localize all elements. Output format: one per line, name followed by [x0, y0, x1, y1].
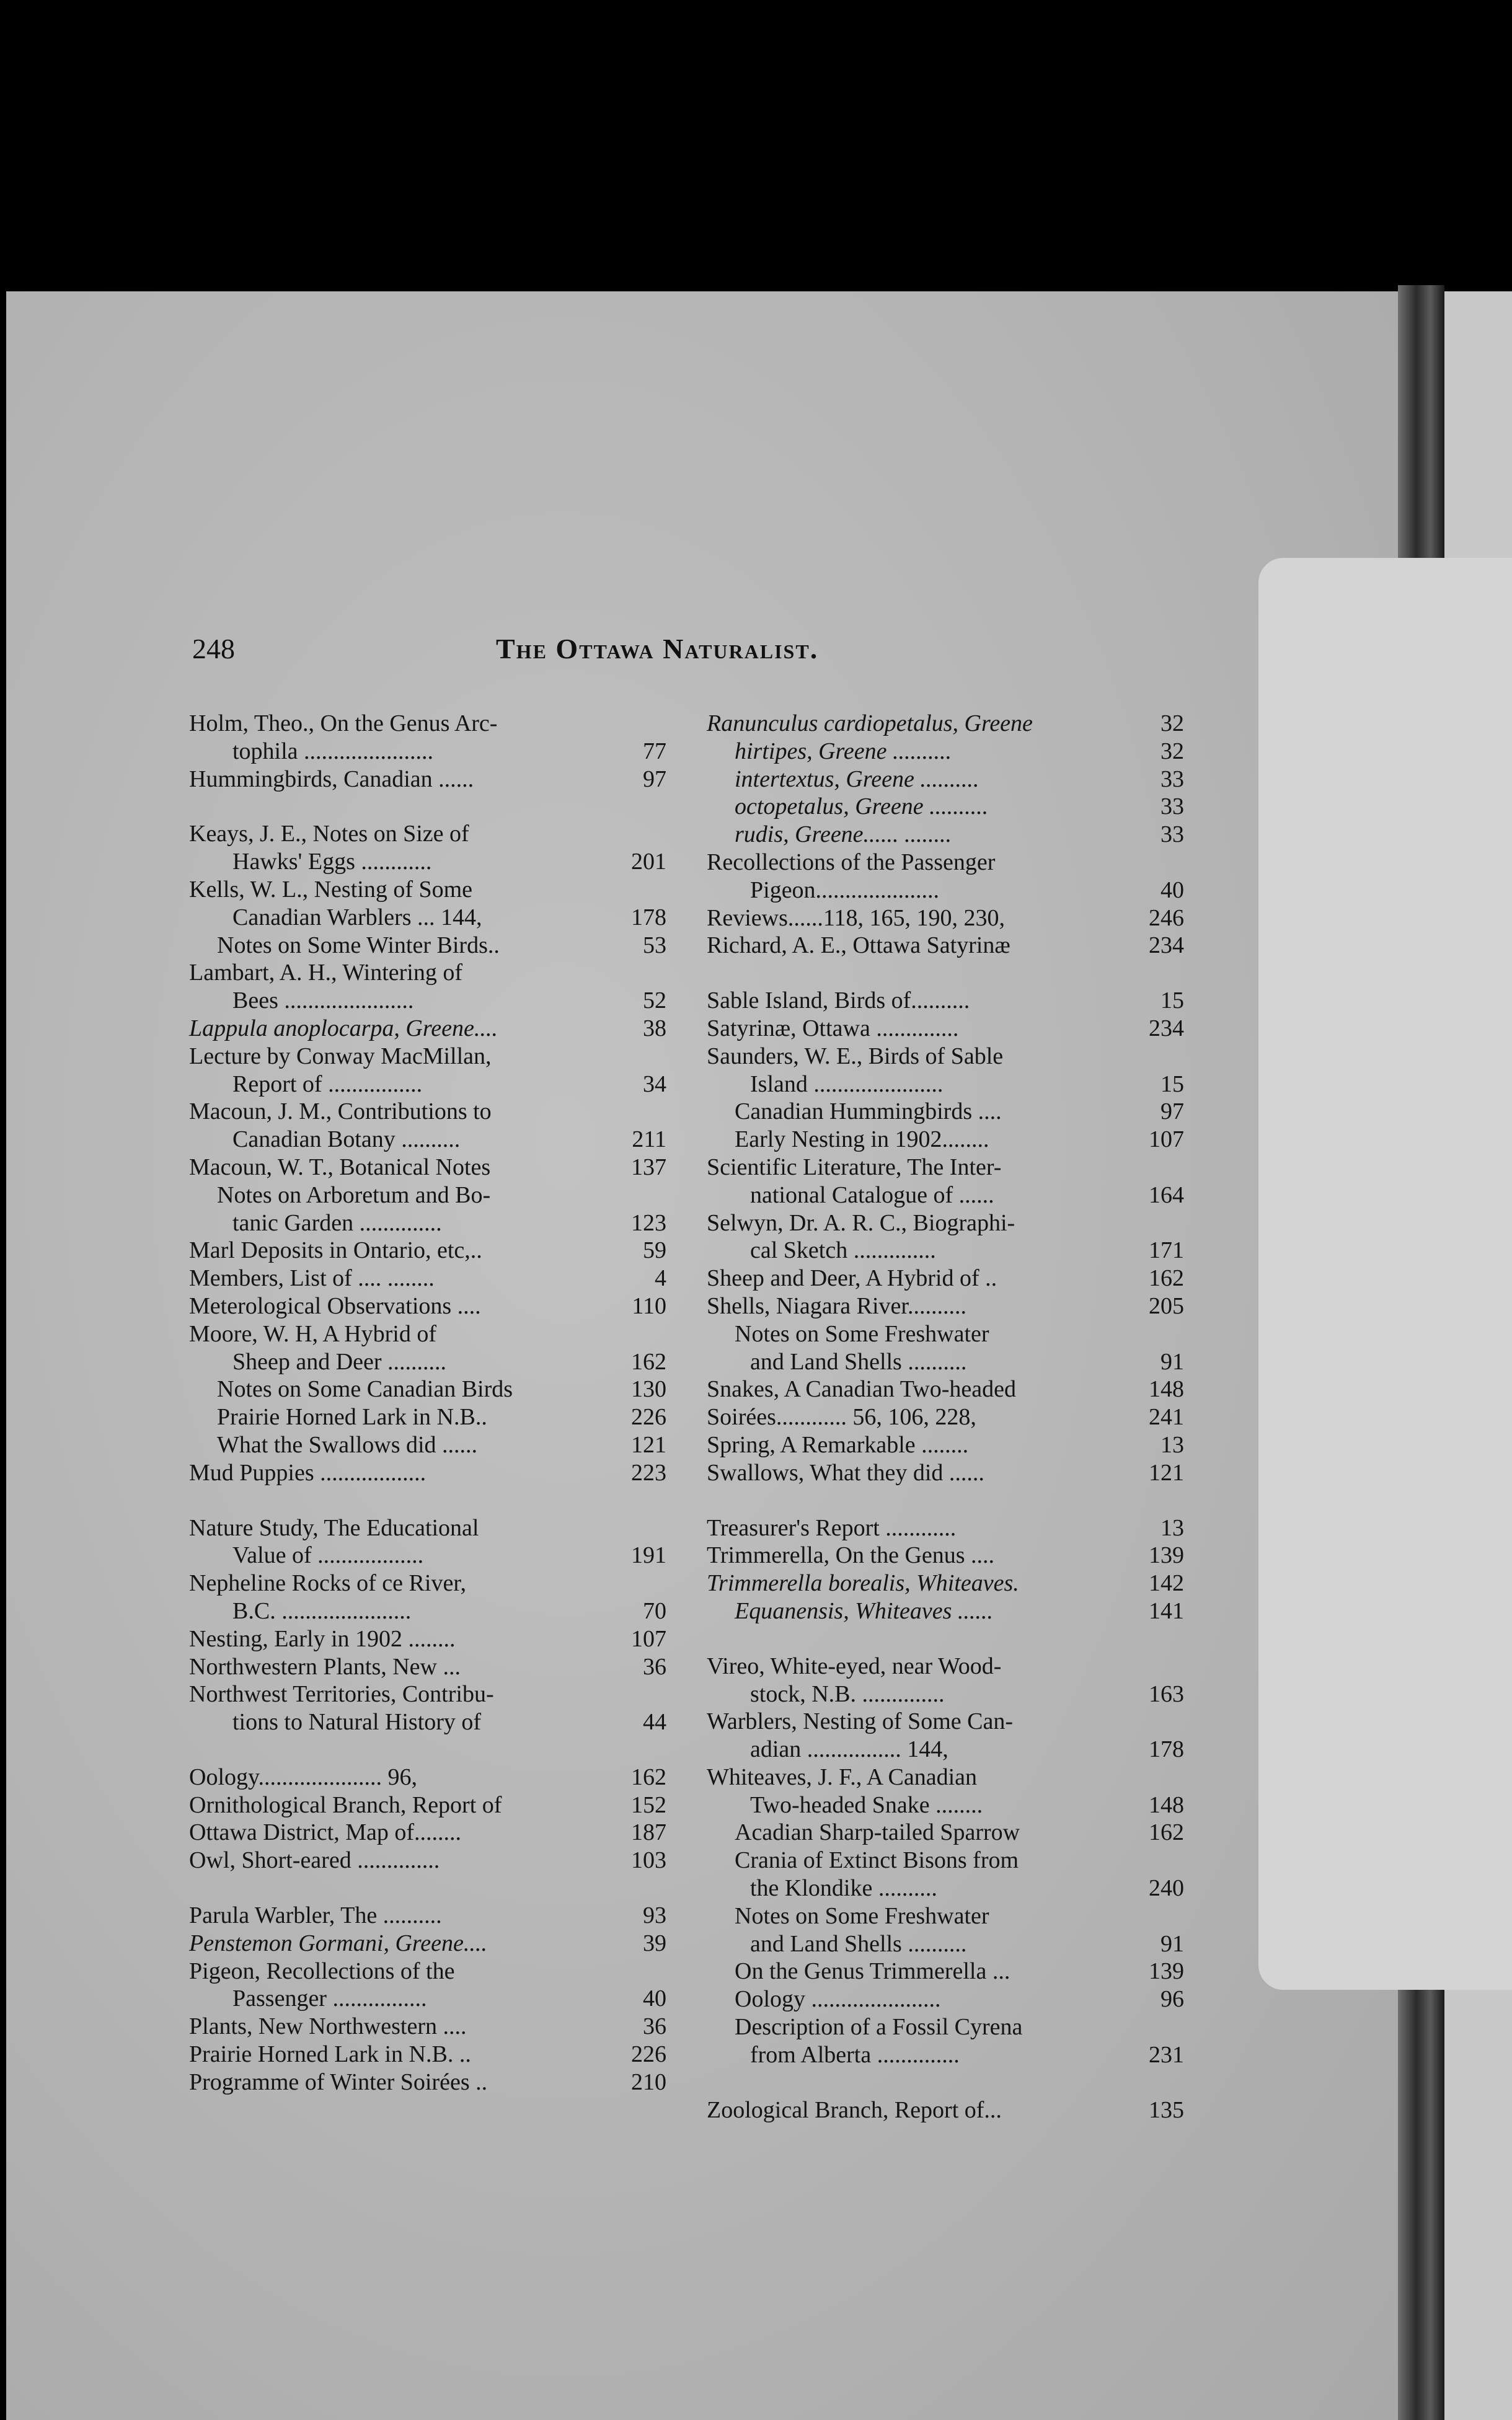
index-entry — [189, 876, 666, 904]
index-entry — [707, 1043, 1184, 1071]
index-entry-page: 93 — [643, 1902, 666, 1929]
index-entry-page: 231 — [1149, 2041, 1184, 2068]
index-entry — [707, 821, 1184, 849]
index-entry-text: Notes on Some Canadian Birds — [217, 1376, 513, 1403]
index-entry — [189, 1764, 666, 1791]
index-entry-page: 178 — [631, 904, 666, 930]
index-entry-text: Members, List of .... ........ — [189, 1265, 435, 1292]
index-entry-page: 226 — [631, 2041, 666, 2068]
index-entry — [707, 1237, 1184, 1265]
index-entry-text: Canadian Hummingbirds .... — [735, 1098, 1002, 1125]
index-entry-text: Trimmerella, On the Genus .... — [707, 1542, 995, 1569]
index-entry — [707, 1764, 1184, 1791]
index-entry-page: 241 — [1149, 1404, 1184, 1431]
index-entry — [707, 1181, 1184, 1209]
index-column-left — [189, 710, 666, 2096]
index-entry — [189, 1154, 666, 1181]
index-entry-text: Keays, J. E., Notes on Size of — [189, 821, 469, 847]
index-entry — [189, 738, 666, 766]
index-entry-text: Vireo, White-eyed, near Wood- — [707, 1653, 1002, 1679]
index-entry-text: tophila ...................... — [232, 738, 434, 764]
index-entry-text: Ottawa District, Map of........ — [189, 1819, 462, 1846]
index-entry-text: Saunders, W. E., Birds of Sable — [707, 1043, 1004, 1069]
index-entry-text: Macoun, W. T., Botanical Notes — [189, 1154, 491, 1180]
index-entry-page: 201 — [631, 849, 666, 875]
page-header — [0, 632, 1512, 676]
index-entry-text: Notes on Some Freshwater — [735, 1320, 989, 1347]
index-entry — [189, 2069, 666, 2096]
index-entry-page: 110 — [632, 1292, 666, 1319]
index-entry-page: 91 — [1161, 1348, 1184, 1375]
index-entry — [189, 904, 666, 932]
index-entry-page: 162 — [631, 1764, 666, 1790]
index-entry-page: 210 — [631, 2069, 666, 2095]
index-entry — [189, 1570, 666, 1597]
index-entry-page: 121 — [631, 1431, 666, 1458]
index-entry-page: 234 — [1149, 1015, 1184, 1041]
index-entry — [189, 1819, 666, 1847]
index-entry — [189, 987, 666, 1015]
index-entry-page: 91 — [1161, 1930, 1184, 1957]
index-entry-text: Early Nesting in 1902........ — [735, 1126, 989, 1153]
index-entry-text: Macoun, J. M., Contributions to — [189, 1098, 492, 1125]
index-entry-text: adian ................ 144, — [750, 1736, 948, 1763]
index-entry — [189, 1181, 666, 1209]
index-entry — [189, 2013, 666, 2041]
index-entry-text: Passenger ................ — [232, 1985, 427, 2012]
index-entry-page: 107 — [1149, 1126, 1184, 1153]
index-entry-page: 15 — [1161, 987, 1184, 1014]
index-entry-text: Lambart, A. H., Wintering of — [189, 960, 463, 986]
index-entry — [707, 1985, 1184, 2013]
index-entry — [189, 848, 666, 876]
index-entry-text: Treasurer's Report ............ — [707, 1514, 957, 1541]
index-entry-text: Snakes, A Canadian Two-headed — [707, 1376, 1016, 1403]
index-entry-text: Programme of Winter Soirées .. — [189, 2069, 488, 2095]
index-entry — [189, 932, 666, 960]
index-entry-page: 152 — [631, 1791, 666, 1818]
index-entry-page: 162 — [631, 1348, 666, 1375]
index-entry — [189, 1625, 666, 1653]
index-entry-page: 163 — [1149, 1680, 1184, 1707]
index-entry-text: Ornithological Branch, Report of — [189, 1791, 502, 1818]
index-entry-text: Reviews......118, 165, 190, 230, — [707, 904, 1005, 931]
index-entry — [707, 1708, 1184, 1736]
index-entry — [707, 1376, 1184, 1403]
index-entry — [189, 1680, 666, 1708]
index-entry-text: Ranunculus cardiopetalus, Greene — [707, 710, 1033, 736]
index-entry-page: 59 — [643, 1237, 666, 1264]
index-entry-text: Meterological Observations .... — [189, 1292, 481, 1319]
index-entry-page: 234 — [1149, 932, 1184, 959]
index-entry-text: Nepheline Rocks of ce River, — [189, 1570, 466, 1597]
index-entry — [707, 1320, 1184, 1348]
index-entry-text: Recollections of the Passenger — [707, 849, 996, 875]
index-entry-page: 97 — [1161, 1098, 1184, 1125]
index-entry-text: Sable Island, Birds of.......... — [707, 987, 970, 1014]
index-entry-page: 191 — [631, 1542, 666, 1569]
index-entry-text: Nature Study, The Educational — [189, 1514, 479, 1541]
index-entry-page: 162 — [1149, 1819, 1184, 1846]
index-entry — [707, 2041, 1184, 2069]
index-entry — [707, 1653, 1184, 1680]
index-entry-text: Pigeon..................... — [750, 877, 940, 903]
index-entry — [189, 1098, 666, 1126]
index-entry-text: Sheep and Deer .......... — [232, 1348, 447, 1375]
index-entry-page: 97 — [643, 766, 666, 792]
index-entry-text: Mud Puppies .................. — [189, 1459, 427, 1486]
index-entry — [189, 1431, 666, 1459]
index-entry — [707, 877, 1184, 904]
index-entry-page: 246 — [1149, 904, 1184, 931]
index-entry-page: 44 — [643, 1709, 666, 1736]
index-entry-page: 211 — [632, 1126, 666, 1153]
index-entry — [189, 710, 666, 738]
index-entry-text: On the Genus Trimmerella ... — [735, 1958, 1010, 1985]
index-entry-page: 171 — [1149, 1237, 1184, 1264]
index-entry-text: cal Sketch .............. — [750, 1237, 936, 1264]
index-entry — [707, 1209, 1184, 1237]
index-entry-page: 240 — [1149, 1875, 1184, 1902]
index-entry — [707, 1542, 1184, 1570]
index-entry — [707, 1902, 1184, 1930]
index-entry-text: Selwyn, Dr. A. R. C., Biographi- — [707, 1209, 1015, 1236]
index-entry — [189, 1514, 666, 1542]
index-entry-text: Prairie Horned Lark in N.B. .. — [189, 2041, 471, 2068]
index-entry-text: the Klondike .......... — [750, 1875, 937, 1902]
index-entry-text: Sheep and Deer, A Hybrid of .. — [707, 1265, 997, 1292]
index-entry-text: stock, N.B. .............. — [750, 1680, 945, 1707]
page-number: 248 — [192, 633, 235, 665]
index-entry-page: 36 — [643, 2013, 666, 2040]
index-entry — [707, 1570, 1184, 1597]
index-entry-page: 33 — [1161, 766, 1184, 792]
index-entry-text: Prairie Horned Lark in N.B.. — [217, 1404, 487, 1431]
index-entry-text: Shells, Niagara River.......... — [707, 1292, 966, 1319]
index-entry — [189, 1403, 666, 1431]
index-entry-page: 32 — [1161, 738, 1184, 764]
index-entry-text: rudis, Greene...... ........ — [735, 821, 952, 848]
index-entry-text: hirtipes, Greene .......... — [735, 738, 952, 764]
index-entry-text: What the Swallows did ...... — [217, 1431, 478, 1458]
index-entry — [707, 1680, 1184, 1708]
index-entry — [707, 1459, 1184, 1487]
index-entry-text: Trimmerella borealis, Whiteaves. — [707, 1570, 1019, 1597]
index-entry — [707, 1819, 1184, 1847]
index-entry-text: Warblers, Nesting of Some Can- — [707, 1708, 1013, 1735]
index-entry — [707, 1154, 1184, 1181]
index-entry-page: 121 — [1149, 1459, 1184, 1486]
index-entry — [189, 1348, 666, 1376]
index-entry-text: and Land Shells .......... — [750, 1348, 967, 1375]
index-entry-page: 36 — [643, 1653, 666, 1680]
index-entry-text: Pigeon, Recollections of the — [189, 1958, 455, 1984]
index-entry-page: 139 — [1149, 1542, 1184, 1569]
index-column-right — [707, 710, 1184, 2124]
index-entry-text: Parula Warbler, The .......... — [189, 1902, 442, 1929]
index-entry-page: 15 — [1161, 1071, 1184, 1097]
index-entry-text: Owl, Short-eared .............. — [189, 1847, 440, 1874]
index-entry — [189, 1985, 666, 2013]
index-entry-text: Swallows, What they did ...... — [707, 1459, 984, 1486]
index-entry — [707, 1292, 1184, 1320]
index-entry-page: 223 — [631, 1459, 666, 1486]
index-entry-page: 187 — [631, 1819, 666, 1846]
index-entry-text: B.C. ...................... — [232, 1597, 412, 1624]
index-entry-page: 103 — [631, 1847, 666, 1874]
index-entry-text: Whiteaves, J. F., A Canadian — [707, 1764, 977, 1790]
index-entry-page: 162 — [1149, 1265, 1184, 1292]
index-entry-page: 33 — [1161, 821, 1184, 848]
index-entry-text: Notes on Some Freshwater — [735, 1902, 989, 1929]
index-entry — [189, 959, 666, 987]
index-entry-text: Kells, W. L., Nesting of Some — [189, 876, 473, 903]
index-entry — [707, 1015, 1184, 1043]
index-entry-page: 77 — [643, 738, 666, 764]
index-entry-text: tions to Natural History of — [232, 1709, 482, 1736]
index-entry-page: 148 — [1149, 1791, 1184, 1818]
index-entry — [707, 1071, 1184, 1098]
index-entry-text: Marl Deposits in Ontario, etc,.. — [189, 1237, 482, 1264]
index-entry — [707, 932, 1184, 960]
index-entry-page: 52 — [643, 987, 666, 1014]
index-entry-page: 53 — [643, 932, 666, 958]
index-entry-text: intertextus, Greene .......... — [735, 766, 979, 792]
index-entry — [707, 1403, 1184, 1431]
index-entry — [707, 2096, 1184, 2124]
index-entry-text: Spring, A Remarkable ........ — [707, 1431, 969, 1458]
index-entry-page: 135 — [1149, 2096, 1184, 2123]
index-entry — [707, 1431, 1184, 1459]
index-entry-text: and Land Shells .......... — [750, 1930, 967, 1957]
index-entry-text: Report of ................ — [232, 1071, 423, 1097]
index-entry-page: 123 — [631, 1209, 666, 1236]
index-entry — [189, 1653, 666, 1681]
index-entry — [189, 1015, 666, 1043]
index-entry — [189, 1376, 666, 1403]
index-entry-text: Northwest Territories, Contribu- — [189, 1681, 494, 1708]
index-entry — [189, 1265, 666, 1292]
index-entry — [189, 1209, 666, 1237]
index-entry — [707, 1875, 1184, 1902]
index-entry — [707, 1098, 1184, 1126]
index-entry-text: Bees ...................... — [232, 987, 414, 1014]
index-entry — [189, 1126, 666, 1154]
index-entry-text: Hummingbirds, Canadian ...... — [189, 766, 474, 792]
index-entry-text: Crania of Extinct Bisons from — [735, 1847, 1019, 1874]
index-entry-page: 130 — [631, 1376, 666, 1403]
index-entry-page: 141 — [1149, 1597, 1184, 1624]
index-entry-page: 40 — [643, 1985, 666, 2012]
index-entry — [189, 1320, 666, 1348]
index-entry — [189, 766, 666, 793]
index-entry — [189, 1847, 666, 1875]
index-entry-text: Lappula anoplocarpa, Greene.... — [189, 1015, 498, 1041]
index-entry — [189, 1930, 666, 1958]
index-entry-page: 70 — [643, 1597, 666, 1624]
index-entry — [189, 1292, 666, 1320]
index-entry-page: 205 — [1149, 1292, 1184, 1319]
index-entry-text: Penstemon Gormani, Greene.... — [189, 1930, 487, 1956]
index-entry — [707, 1597, 1184, 1625]
index-entry — [189, 1542, 666, 1570]
index-entry-page: 39 — [643, 1930, 666, 1956]
index-entry — [189, 1459, 666, 1487]
index-entry-text: Acadian Sharp-tailed Sparrow — [735, 1819, 1020, 1846]
index-entry-text: Equanensis, Whiteaves ...... — [735, 1597, 993, 1624]
index-entry-page: 164 — [1149, 1181, 1184, 1208]
index-entry-text: Holm, Theo., On the Genus Arc- — [189, 710, 498, 736]
index-entry — [707, 987, 1184, 1015]
index-entry-page: 34 — [643, 1071, 666, 1097]
index-entry-text: Two-headed Snake ........ — [750, 1791, 983, 1818]
index-entry-text: Scientific Literature, The Inter- — [707, 1154, 1002, 1180]
index-entry-text: Notes on Arboretum and Bo- — [217, 1181, 491, 1208]
index-entry-text: Lecture by Conway MacMillan, — [189, 1043, 492, 1069]
index-entry-page: 148 — [1149, 1376, 1184, 1403]
index-entry — [189, 1597, 666, 1625]
index-entry-text: Description of a Fossil Cyrena — [735, 2014, 1023, 2041]
index-entry-text: octopetalus, Greene .......... — [735, 793, 989, 820]
index-entry-page: 13 — [1161, 1514, 1184, 1541]
index-entry — [707, 2013, 1184, 2041]
index-entry-page: 137 — [631, 1154, 666, 1180]
index-entry-page: 38 — [643, 1015, 666, 1041]
index-entry — [707, 710, 1184, 738]
index-entry-page: 32 — [1161, 710, 1184, 736]
index-entry — [189, 1791, 666, 1819]
index-entry — [707, 793, 1184, 821]
index-entry-page: 13 — [1161, 1431, 1184, 1458]
index-entry — [707, 1847, 1184, 1875]
index-entry-text: Notes on Some Winter Birds.. — [217, 932, 500, 958]
index-entry — [189, 1043, 666, 1071]
index-entry — [707, 1126, 1184, 1154]
index-entry-page: 226 — [631, 1404, 666, 1431]
index-entry-text: Hawks' Eggs ............ — [232, 849, 432, 875]
index-entry-text: Canadian Warblers ... 144, — [232, 904, 482, 930]
index-entry-text: Oology ...................... — [735, 1986, 941, 2013]
running-title: The Ottawa Naturalist. — [496, 633, 819, 665]
index-entry-page: 178 — [1149, 1736, 1184, 1763]
index-entry — [707, 1348, 1184, 1376]
index-entry — [707, 1958, 1184, 1985]
index-entry-text: Northwestern Plants, New ... — [189, 1653, 461, 1680]
index-entry — [707, 738, 1184, 766]
index-entry — [707, 1930, 1184, 1958]
index-entry-page: 4 — [655, 1265, 666, 1292]
index-entry — [707, 1736, 1184, 1764]
index-entry — [189, 2041, 666, 2069]
index-entry-text: Oology..................... 96, — [189, 1764, 418, 1790]
index-entry-page: 40 — [1161, 877, 1184, 903]
index-entry — [189, 1237, 666, 1265]
index-entry-text: Nesting, Early in 1902 ........ — [189, 1625, 456, 1652]
index-entry-text: from Alberta .............. — [750, 2041, 960, 2068]
index-entry-page: 142 — [1149, 1570, 1184, 1597]
index-entry — [189, 1071, 666, 1098]
index-entry — [707, 849, 1184, 877]
index-entry-text: Island ...................... — [750, 1071, 944, 1097]
index-entry-text: national Catalogue of ...... — [750, 1181, 994, 1208]
index-entry — [707, 766, 1184, 793]
index-entry — [189, 820, 666, 848]
page-tab — [1258, 558, 1512, 1990]
index-entry-text: Soirées............ 56, 106, 228, — [707, 1404, 976, 1431]
index-entry-text: tanic Garden .............. — [232, 1209, 442, 1236]
index-entry-page: 107 — [631, 1625, 666, 1652]
index-entry-text: Canadian Botany .......... — [232, 1126, 461, 1153]
index-entry-text: Plants, New Northwestern .... — [189, 2013, 467, 2040]
index-entry-text: Satyrinæ, Ottawa .............. — [707, 1015, 959, 1041]
index-entry — [707, 1265, 1184, 1292]
index-entry-text: Moore, W. H, A Hybrid of — [189, 1320, 436, 1347]
index-entry-text: Richard, A. E., Ottawa Satyrinæ — [707, 932, 1010, 959]
index-entry — [189, 1958, 666, 1985]
index-entry — [707, 1791, 1184, 1819]
index-entry-page: 96 — [1161, 1986, 1184, 2013]
index-entry-page: 33 — [1161, 793, 1184, 820]
index-entry — [189, 1902, 666, 1930]
index-entry-text: Zoological Branch, Report of... — [707, 2096, 1002, 2123]
index-entry — [707, 1514, 1184, 1542]
index-entry-text: Value of .................. — [232, 1542, 424, 1569]
index-entry-page: 139 — [1149, 1958, 1184, 1985]
index-entry — [189, 1708, 666, 1736]
index-entry — [707, 904, 1184, 932]
